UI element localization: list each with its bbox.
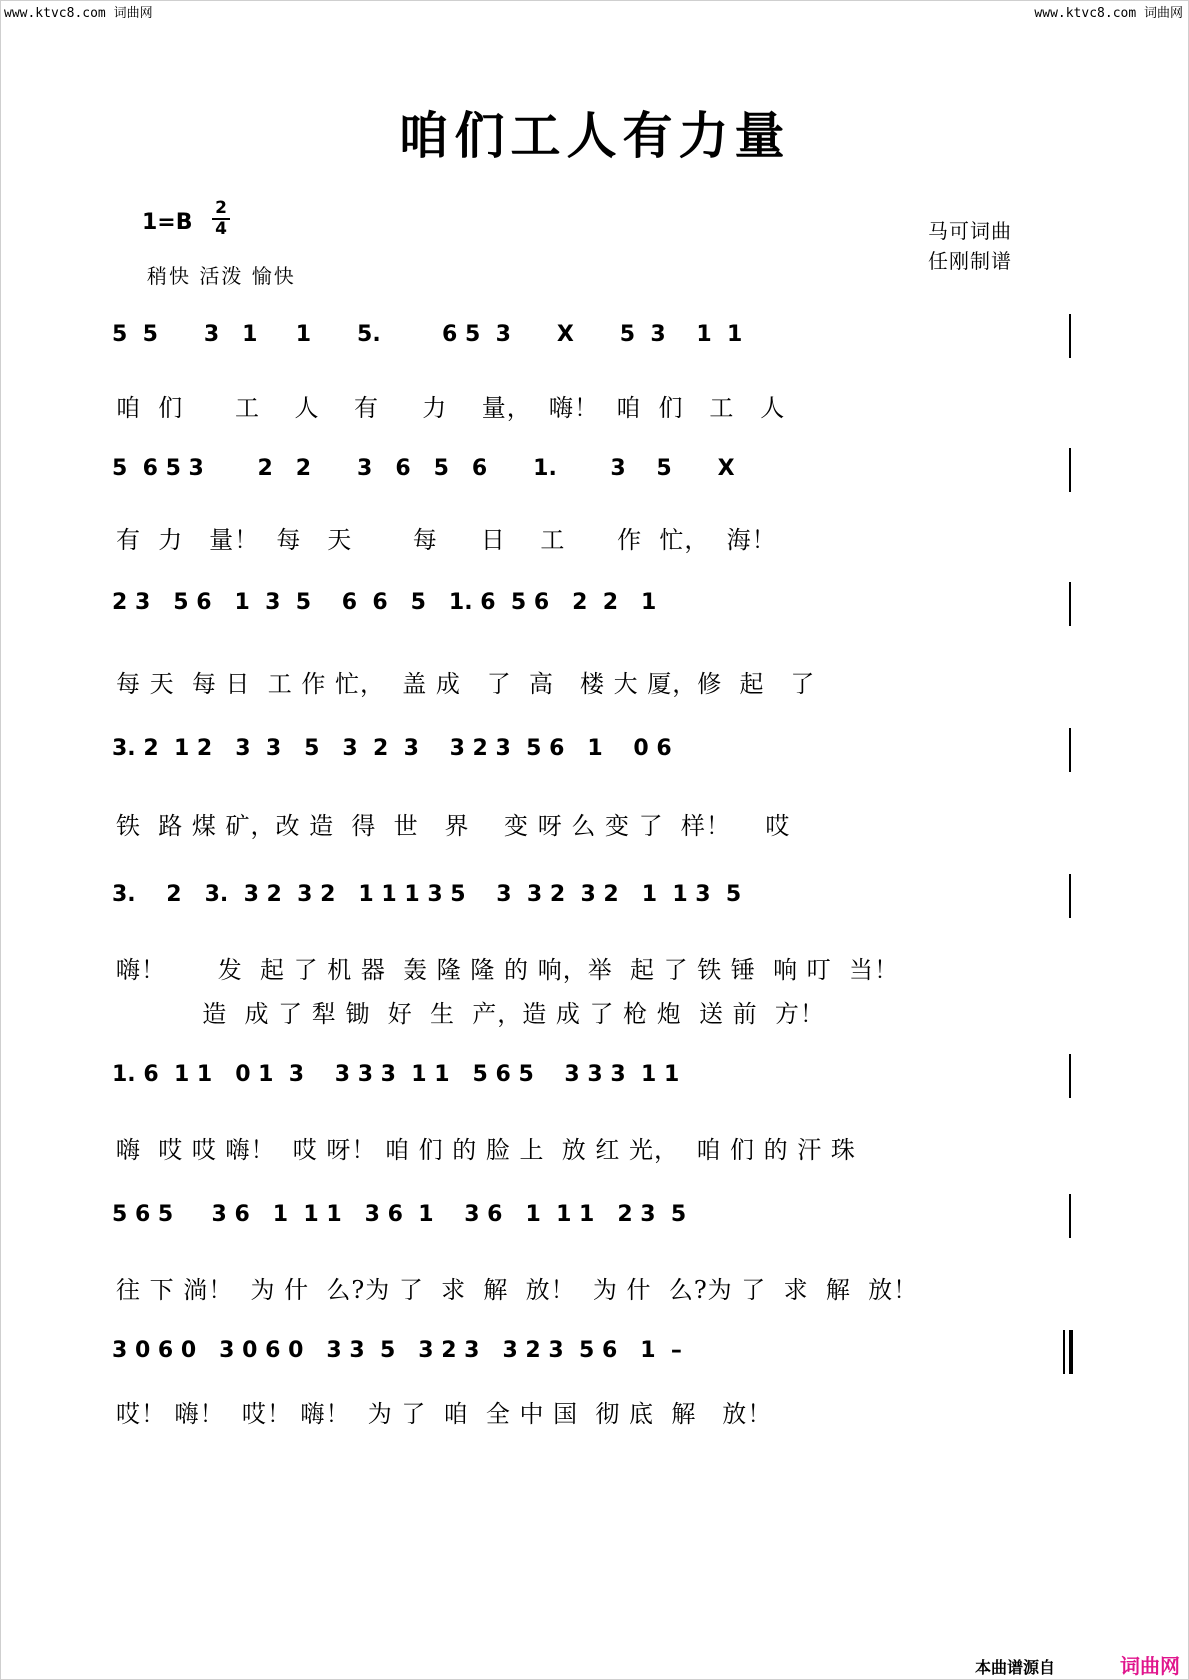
- barline: [1069, 448, 1071, 492]
- lyric-row-5: 嗨！ 发 起 了 机 器 轰 隆 隆 的 响，举 起 了 铁 锤 响 叮 当！: [116, 956, 899, 984]
- notation-row-3: 2 3 5 6 1 3 5 6 6 5 1. 6 5 6 2 2 1: [112, 590, 657, 615]
- notation-row-8: 3 0 6 0 3 0 6 0 3 3 5 3 2 3 3 2 3 5 6 1 –: [112, 1338, 682, 1363]
- time-signature: [212, 200, 230, 238]
- key-signature: 1=B: [142, 210, 193, 235]
- meter-bottom: 4: [215, 219, 227, 239]
- barline: [1069, 728, 1071, 772]
- lyric-row-3: 每 天 每 日 工 作 忙， 盖 成 了 高 楼 大 厦，修 起 了: [116, 670, 816, 698]
- credit-lyricist-composer: 马可词曲: [928, 219, 1012, 243]
- credit-arranger: 任刚制谱: [928, 249, 1012, 273]
- final-barline-thin: [1063, 1330, 1065, 1374]
- notation-row-7: 5 6 5 3 6 1 1 1 3 6 1 3 6 1 1 1 2 3 5: [112, 1202, 687, 1227]
- meter-top: 2: [215, 198, 227, 218]
- lyric-row-8: 哎！ 嗨！ 哎！ 嗨！ 为 了 咱 全 中 国 彻 底 解 放！: [116, 1400, 773, 1428]
- header-left-url: www.ktvc8.com 词曲网: [4, 6, 153, 21]
- barline: [1069, 874, 1071, 918]
- lyric-row-5b: 造 成 了 犁 锄 好 生 产，造 成 了 枪 炮 送 前 方！: [116, 1000, 825, 1028]
- notation-row-1: 5 5 3 1 1 5. 6 5 3 X 5 3 1 1: [112, 322, 743, 347]
- barline: [1069, 582, 1071, 626]
- barline: [1069, 1054, 1071, 1098]
- barline: [1069, 314, 1071, 358]
- lyric-row-7: 往 下 淌！ 为 什 么?为 了 求 解 放！ 为 什 么?为 了 求 解 放！: [116, 1276, 919, 1304]
- footer-source: 本曲谱源自: [975, 1658, 1056, 1677]
- lyric-row-2: 有 力 量！ 每 天 每 日 工 作 忙， 海！: [116, 526, 777, 554]
- notation-row-5: 3. 2 3. 3 2 3 2 1 1 1 3 5 3 3 2 3 2 1 1 3 5: [112, 882, 742, 907]
- barline: [1069, 1194, 1071, 1238]
- notation-row-2: 5 6 5 3 2 2 3 6 5 6 1. 3 5 X: [112, 456, 735, 481]
- notation-row-6: 1. 6 1 1 0 1 3 3 3 3 1 1 5 6 5 3 3 3 1 1: [112, 1062, 680, 1087]
- header-right-url: www.ktvc8.com 词曲网: [1034, 6, 1183, 21]
- lyric-row-4: 铁 路 煤 矿，改 造 得 世 界 变 呀 么 变 了 样！ 哎: [116, 812, 791, 840]
- footer-brand[interactable]: 词曲网: [1120, 1654, 1180, 1678]
- song-title: 咱们工人有力量: [398, 106, 791, 165]
- notation-row-4: 3. 2 1 2 3 3 5 3 2 3 3 2 3 5 6 1 0 6: [112, 736, 672, 761]
- tempo-marking: 稍快 活泼 愉快: [147, 264, 296, 288]
- final-barline-thick: [1069, 1330, 1073, 1374]
- lyric-row-1: 咱 们 工 人 有 力 量， 嗨！ 咱 们 工 人: [116, 394, 786, 422]
- lyric-row-6: 嗨 哎 哎 嗨！ 哎 呀！ 咱 们 的 脸 上 放 红 光， 咱 们 的 汗 珠: [116, 1136, 856, 1164]
